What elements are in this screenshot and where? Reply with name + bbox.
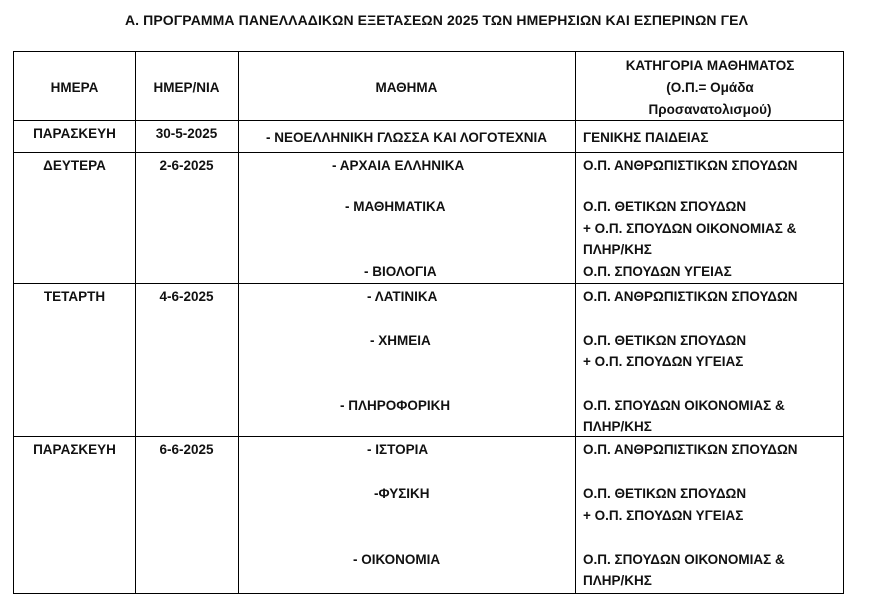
- header-category-line: (Ο.Π.= Ομάδα: [666, 80, 754, 95]
- subject-cell: - ΟΙΚΟΝΟΜΙΑ: [353, 552, 441, 567]
- header-day: ΗΜΕΡΑ: [50, 80, 99, 95]
- category-cell: Ο.Π. ΘΕΤΙΚΩΝ ΣΠΟΥΔΩΝ: [583, 333, 747, 348]
- row-divider: [14, 120, 843, 121]
- category-cell: + Ο.Π. ΣΠΟΥΔΩΝ ΥΓΕΙΑΣ: [583, 354, 744, 369]
- date-cell: 30-5-2025: [155, 126, 218, 141]
- header-subject: ΜΑΘΗΜΑ: [375, 80, 438, 95]
- date-cell: 6-6-2025: [159, 442, 214, 457]
- day-cell: ΤΕΤΑΡΤΗ: [43, 289, 106, 304]
- subject-cell: - ΛΑΤΙΝΙΚΑ: [367, 289, 438, 304]
- day-cell: ΠΑΡΑΣΚΕΥΗ: [33, 126, 116, 141]
- category-cell: Ο.Π. ΣΠΟΥΔΩΝ ΟΙΚΟΝΟΜΙΑΣ &: [583, 398, 785, 413]
- subject-cell: - ΝΕΟΕΛΛΗΝΙΚΗ ΓΛΩΣΣΑ ΚΑΙ ΛΟΓΟΤΕΧΝΙΑ: [266, 130, 547, 145]
- date-cell: 2-6-2025: [159, 158, 214, 173]
- header-date: ΗΜΕΡ/ΝΙΑ: [153, 80, 220, 95]
- header-category-line: Προσανατολισμού): [648, 102, 772, 117]
- category-cell: ΠΛΗΡ/ΚΗΣ: [583, 573, 652, 588]
- header-category-line: ΚΑΤΗΓΟΡΙΑ ΜΑΘΗΜΑΤΟΣ: [625, 58, 795, 73]
- subject-cell: - ΙΣΤΟΡΙΑ: [367, 442, 429, 457]
- category-cell: Ο.Π. ΑΝΘΡΩΠΙΣΤΙΚΩΝ ΣΠΟΥΔΩΝ: [583, 442, 798, 457]
- subject-cell: - ΑΡΧΑΙΑ ΕΛΛΗΝΙΚΑ: [332, 158, 465, 173]
- row-divider: [14, 283, 843, 284]
- category-cell: ΠΛΗΡ/ΚΗΣ: [583, 242, 652, 257]
- category-cell: Ο.Π. ΑΝΘΡΩΠΙΣΤΙΚΩΝ ΣΠΟΥΔΩΝ: [583, 289, 798, 304]
- page-title: Α. ΠΡΟΓΡΑΜΜΑ ΠΑΝΕΛΛΑΔΙΚΩΝ ΕΞΕΤΑΣΕΩΝ 2025 ΤΩΝ ΗΜΕΡΗΣΙΩΝ ΚΑΙ ΕΣΠΕΡΙΝΩΝ ΓΕΛ: [124, 12, 749, 28]
- date-cell: 4-6-2025: [159, 289, 214, 304]
- category-cell: Ο.Π. ΘΕΤΙΚΩΝ ΣΠΟΥΔΩΝ: [583, 486, 747, 501]
- category-cell: + Ο.Π. ΣΠΟΥΔΩΝ ΟΙΚΟΝΟΜΙΑΣ &: [583, 221, 797, 236]
- category-cell: Ο.Π. ΘΕΤΙΚΩΝ ΣΠΟΥΔΩΝ: [583, 199, 747, 214]
- exam-schedule-table: [13, 51, 844, 594]
- subject-cell: -ΦΥΣΙΚΗ: [374, 486, 430, 501]
- category-cell: ΓΕΝΙΚΗΣ ΠΑΙΔΕΙΑΣ: [583, 130, 709, 145]
- row-divider: [14, 152, 843, 153]
- row-divider: [14, 436, 843, 437]
- day-cell: ΔΕΥΤΕΡΑ: [43, 158, 106, 173]
- subject-cell: - ΧΗΜΕΙΑ: [370, 333, 431, 348]
- category-cell: Ο.Π. ΣΠΟΥΔΩΝ ΥΓΕΙΑΣ: [583, 264, 732, 279]
- category-cell: + Ο.Π. ΣΠΟΥΔΩΝ ΥΓΕΙΑΣ: [583, 508, 744, 523]
- day-cell: ΠΑΡΑΣΚΕΥΗ: [33, 442, 116, 457]
- category-cell: Ο.Π. ΑΝΘΡΩΠΙΣΤΙΚΩΝ ΣΠΟΥΔΩΝ: [583, 158, 798, 173]
- category-cell: ΠΛΗΡ/ΚΗΣ: [583, 419, 652, 434]
- subject-cell: - ΠΛΗΡΟΦΟΡΙΚΗ: [340, 398, 451, 413]
- subject-cell: - ΜΑΘΗΜΑΤΙΚΑ: [345, 199, 446, 214]
- column-divider: [575, 52, 576, 593]
- subject-cell: - ΒΙΟΛΟΓΙΑ: [364, 264, 437, 279]
- category-cell: Ο.Π. ΣΠΟΥΔΩΝ ΟΙΚΟΝΟΜΙΑΣ &: [583, 552, 785, 567]
